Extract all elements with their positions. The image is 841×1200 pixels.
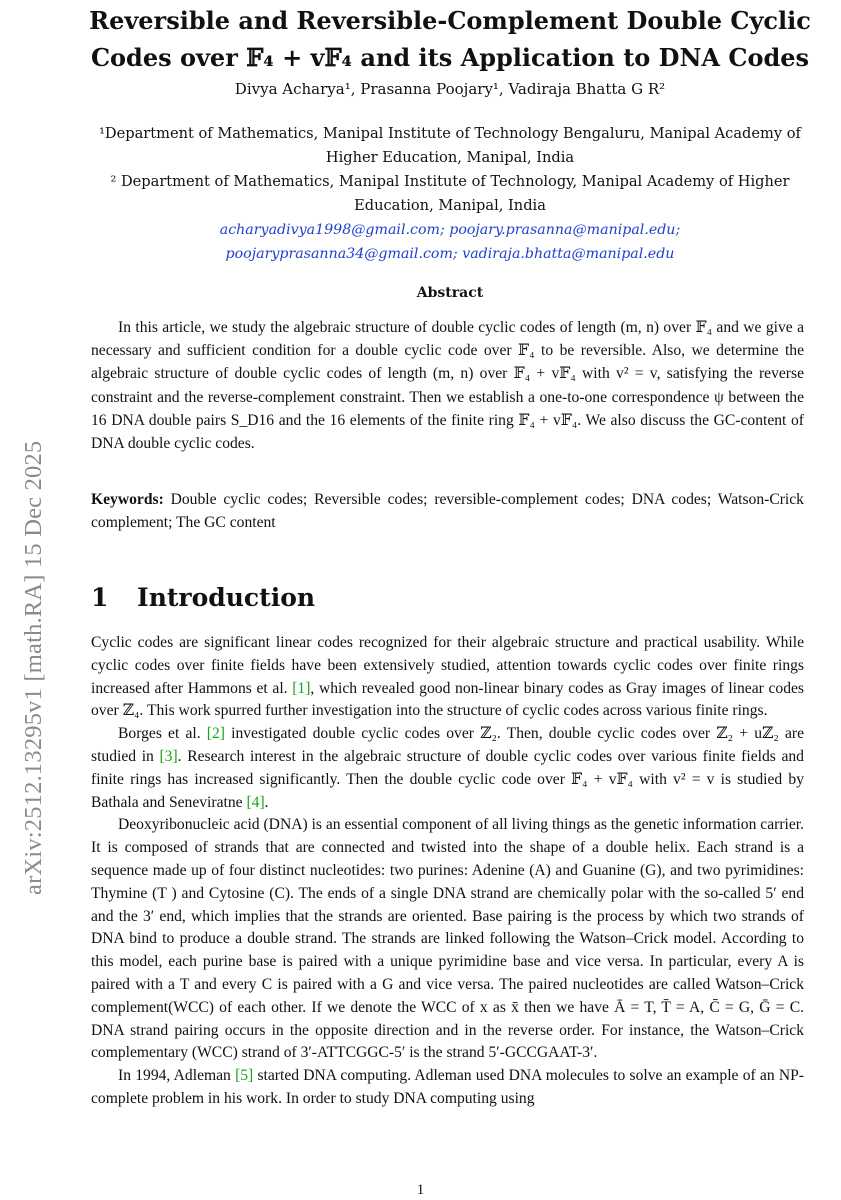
emails-line-1[interactable]: acharyadivya1998@gmail.com; poojary.prasanna@manipal.edu;	[219, 222, 681, 238]
affiliation-1-line-1: ¹Department of Mathematics, Manipal Institute of Technology Bengaluru, Manipal Academy of	[99, 125, 801, 142]
arxiv-sidebar	[2, 295, 47, 895]
affiliation-2	[58, 170, 841, 218]
paragraph-2-text-a: Borges et al.	[118, 725, 207, 743]
keywords-label: Keywords:	[91, 491, 164, 508]
paragraph-2	[91, 723, 804, 814]
author-list: Divya Acharya¹, Prasanna Poojary¹, Vadiraja Bhatta G R²	[234, 80, 666, 98]
keywords-text: Double cyclic codes; Reversible codes; reversible-complement codes; DNA codes; Watson-Crick complement; The GC content	[91, 491, 804, 532]
title-line-2: Codes over 𝔽₄ + v𝔽₄ and its Application to DNA Codes	[90, 43, 810, 72]
arxiv-identifier: arXiv:2512.13295v1 [math.RA] 15 Dec 2025	[20, 440, 47, 895]
abstract-heading: Abstract	[416, 285, 484, 301]
section-number: 1	[91, 583, 109, 612]
emails-line-2[interactable]: poojaryprasanna34@gmail.com; vadiraja.bhatta@manipal.edu	[225, 246, 675, 262]
paragraph-2-text-c: . Research interest in the algebraic structure of double cyclic codes over various finite fields and finite rings has increased significantly. Then the double cyclic code over 𝔽₄ + v𝔽₄ with v² = v is studied by Bathala and Seneviratne	[91, 747, 804, 811]
affiliation-1-line-2: Higher Education, Manipal, India	[325, 149, 575, 166]
paragraph-4	[91, 1065, 804, 1111]
paragraph-1-text-b: , which revealed good non-linear binary codes as Gray images of linear codes over ℤ₄. This work spurred further investigation into the structure of cyclic codes across various finite rings.	[91, 679, 804, 720]
citation-link-1[interactable]: [1]	[292, 679, 311, 697]
section-title: Introduction	[137, 583, 316, 612]
paragraph-2-text-d: .	[264, 793, 269, 811]
paragraph-1-text-a: Cyclic codes are significant linear codes recognized for their algebraic structure and practical usability. While cyclic codes over finite fields have been extensively studied, attention towards cyclic codes over finite rings increased after Hammons et al.	[91, 634, 804, 697]
paragraph-2-text-b: investigated double cyclic codes over ℤ₂. Then, double cyclic codes over ℤ₂ + uℤ₂ are studied in	[91, 725, 804, 765]
title-line-1: Reversible and Reversible-Complement Double Cyclic	[89, 6, 811, 35]
affiliation-2-line-2: Education, Manipal, India	[354, 197, 546, 214]
paragraph-3: Deoxyribonucleic acid (DNA) is an essential component of all living things as the genetic information carrier. It is composed of strands that are connected and twisted into the shape of a double helix. Each strand is a sequence made up of four distinct nucleotides: two purines: Adenine (A) and Guanine (G), and two pyrimidines: Thymine (T ) and Cytosine (C). The ends of a single DNA strand are chemically polar with the so-called 5′ end and the 3′ end, which implies that the strands are oriented. Base pairing is the process by which two strands of DNA bind to produce a double strand. The strands are linked following the Watson–Crick model. According to this model, each purine base is paired with a unique pyrimidine base and vice versa. In particular, every A is paired with a T and every C is paired with a G and vice versa. The paired nucleotides are called Watson–Crick complement(WCC) of each other. If we denote the WCC of x as x̄ then we have Ā = T, T̄ = A, C̄ = G, Ḡ = C. DNA strand pairing occurs in the opposite direction and in the reverse order. For instance, the Watson–Crick complementary (WCC) strand of 3′-ATTCGGC-5′ is the strand 5′-GCCGAAT-3′.	[91, 816, 804, 1062]
paper-title	[60, 2, 840, 76]
introduction-body	[91, 632, 804, 1111]
citation-link-5[interactable]: [5]	[235, 1067, 254, 1085]
affiliation-1	[58, 122, 841, 170]
page-number: 1	[416, 1182, 425, 1198]
keywords	[91, 488, 804, 534]
paragraph-4-text-a: In 1994, Adleman	[118, 1067, 236, 1085]
abstract-text: In this article, we study the algebraic structure of double cyclic codes of length (m, n) over 𝔽₄ and we give a necessary and sufficient condition for a double cyclic code over 𝔽₄ to be reversible. Also, we determine the algebraic structure of double cyclic codes of length (m, n) over 𝔽₄ + v𝔽₄ with v² = v, satisfying the reverse constraint and the reverse-complement constraint. Then we establish a one-to-one correspondence ψ between the 16 DNA double pairs S_D16 and the 16 elements of the finite ring 𝔽₄ + v𝔽₄. We also discuss the GC-content of DNA double cyclic codes.	[91, 319, 804, 453]
author-emails	[60, 218, 840, 266]
section-heading-introduction	[91, 583, 315, 612]
paragraph-1	[91, 632, 804, 723]
citation-link-2[interactable]: [2]	[206, 725, 225, 743]
paragraph-4-text-b: started DNA computing. Adleman used DNA molecules to solve an example of an NP-complete problem in his work. In order to study DNA computing using	[91, 1067, 804, 1107]
affiliation-2-line-1: ² Department of Mathematics, Manipal Institute of Technology, Manipal Academy of Higher	[110, 173, 790, 190]
citation-link-3[interactable]: [3]	[159, 747, 178, 765]
citation-link-4[interactable]: [4]	[246, 793, 265, 811]
